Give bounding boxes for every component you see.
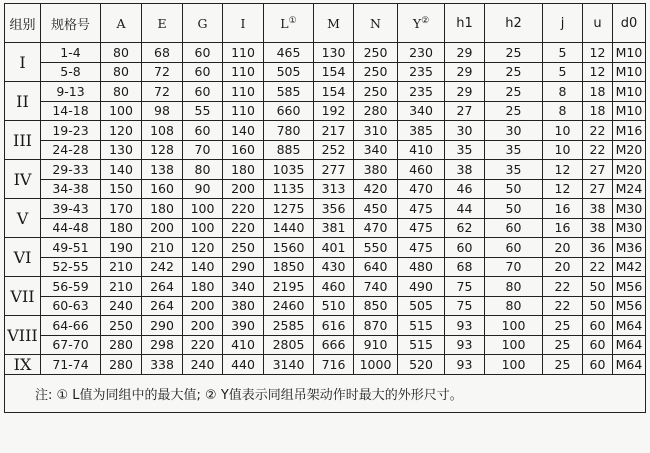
value-cell-A: 140: [101, 160, 142, 180]
model-cell: 9-13: [41, 82, 101, 102]
header-N: N: [354, 4, 398, 43]
value-cell-d0: M30: [613, 218, 646, 238]
value-cell-I: 160: [223, 140, 264, 160]
value-cell-d0: M10: [613, 62, 646, 82]
group-label: IV: [5, 160, 41, 199]
value-cell-h2: 70: [485, 257, 543, 277]
value-cell-I: 140: [223, 121, 264, 141]
value-cell-N: 310: [354, 121, 398, 141]
value-cell-A: 170: [101, 199, 142, 219]
value-cell-N: 740: [354, 277, 398, 297]
value-cell-I: 340: [223, 277, 264, 297]
value-cell-h2: 25: [485, 82, 543, 102]
value-cell-I: 410: [223, 335, 264, 355]
value-cell-L: 780: [264, 121, 314, 141]
value-cell-A: 130: [101, 140, 142, 160]
value-cell-h1: 68: [445, 257, 485, 277]
model-cell: 24-28: [41, 140, 101, 160]
value-cell-G: 200: [183, 316, 223, 336]
value-cell-h1: 46: [445, 179, 485, 199]
table-row: [5, 82, 646, 102]
value-cell-L: 1035: [264, 160, 314, 180]
value-cell-M: 277: [314, 160, 354, 180]
value-cell-Y: 475: [398, 218, 445, 238]
table-row: [5, 199, 646, 219]
table-row: [5, 101, 646, 121]
value-cell-A: 210: [101, 257, 142, 277]
footnote-marker-2: ②: [421, 15, 430, 26]
value-cell-u: 36: [583, 238, 613, 258]
value-cell-u: 50: [583, 296, 613, 316]
value-cell-L: 2805: [264, 335, 314, 355]
table-row: [5, 257, 646, 277]
value-cell-N: 550: [354, 238, 398, 258]
value-cell-h1: 38: [445, 160, 485, 180]
value-cell-u: 18: [583, 82, 613, 102]
value-cell-G: 180: [183, 277, 223, 297]
value-cell-A: 150: [101, 179, 142, 199]
table-row: [5, 140, 646, 160]
table-row: [5, 43, 646, 63]
value-cell-E: 200: [142, 218, 183, 238]
value-cell-d0: M10: [613, 82, 646, 102]
value-cell-Y: 490: [398, 277, 445, 297]
value-cell-G: 240: [183, 355, 223, 375]
value-cell-A: 120: [101, 121, 142, 141]
model-cell: 14-18: [41, 101, 101, 121]
value-cell-I: 290: [223, 257, 264, 277]
value-cell-h2: 100: [485, 335, 543, 355]
footnote-text: 注: ① L值为同组中的最大值; ② Y值表示同组吊架动作时最大的外形尺寸。: [5, 375, 646, 413]
value-cell-h1: 29: [445, 62, 485, 82]
value-cell-E: 180: [142, 199, 183, 219]
value-cell-M: 430: [314, 257, 354, 277]
value-cell-E: 242: [142, 257, 183, 277]
value-cell-Y: 515: [398, 316, 445, 336]
table-row: [5, 62, 646, 82]
header-u: u: [583, 4, 613, 43]
header-h2: h2: [485, 4, 543, 43]
value-cell-E: 210: [142, 238, 183, 258]
value-cell-h2: 60: [485, 238, 543, 258]
value-cell-Y: 515: [398, 335, 445, 355]
value-cell-Y: 475: [398, 199, 445, 219]
value-cell-N: 250: [354, 82, 398, 102]
model-cell: 39-43: [41, 199, 101, 219]
value-cell-E: 108: [142, 121, 183, 141]
model-cell: 64-66: [41, 316, 101, 336]
header-I: I: [223, 4, 264, 43]
value-cell-N: 450: [354, 199, 398, 219]
table-row: [5, 335, 646, 355]
value-cell-u: 60: [583, 335, 613, 355]
value-cell-j: 8: [543, 101, 583, 121]
value-cell-u: 27: [583, 179, 613, 199]
value-cell-M: 192: [314, 101, 354, 121]
value-cell-d0: M10: [613, 43, 646, 63]
value-cell-E: 98: [142, 101, 183, 121]
value-cell-j: 25: [543, 316, 583, 336]
value-cell-u: 60: [583, 316, 613, 336]
header-d0: d0: [613, 4, 646, 43]
value-cell-h2: 80: [485, 296, 543, 316]
value-cell-h1: 93: [445, 355, 485, 375]
value-cell-h2: 60: [485, 218, 543, 238]
value-cell-h2: 50: [485, 179, 543, 199]
value-cell-M: 381: [314, 218, 354, 238]
value-cell-u: 22: [583, 257, 613, 277]
value-cell-I: 180: [223, 160, 264, 180]
header-group: 组别: [5, 4, 41, 43]
value-cell-M: 313: [314, 179, 354, 199]
table-row: [5, 296, 646, 316]
value-cell-h1: 29: [445, 82, 485, 102]
value-cell-h2: 100: [485, 316, 543, 336]
value-cell-h2: 50: [485, 199, 543, 219]
value-cell-u: 50: [583, 277, 613, 297]
value-cell-j: 25: [543, 355, 583, 375]
value-cell-h1: 75: [445, 277, 485, 297]
value-cell-j: 22: [543, 296, 583, 316]
value-cell-d0: M36: [613, 238, 646, 258]
value-cell-M: 666: [314, 335, 354, 355]
value-cell-A: 100: [101, 101, 142, 121]
model-cell: 29-33: [41, 160, 101, 180]
model-cell: 44-48: [41, 218, 101, 238]
value-cell-u: 12: [583, 62, 613, 82]
header-A: A: [101, 4, 142, 43]
value-cell-E: 264: [142, 296, 183, 316]
value-cell-I: 200: [223, 179, 264, 199]
value-cell-I: 440: [223, 355, 264, 375]
value-cell-u: 38: [583, 199, 613, 219]
value-cell-u: 38: [583, 218, 613, 238]
value-cell-L: 1850: [264, 257, 314, 277]
value-cell-N: 640: [354, 257, 398, 277]
value-cell-A: 280: [101, 355, 142, 375]
value-cell-h2: 80: [485, 277, 543, 297]
table-body: [5, 43, 646, 375]
header-G: G: [183, 4, 223, 43]
value-cell-N: 910: [354, 335, 398, 355]
value-cell-N: 850: [354, 296, 398, 316]
value-cell-G: 60: [183, 62, 223, 82]
value-cell-I: 220: [223, 218, 264, 238]
value-cell-A: 80: [101, 62, 142, 82]
group-label: IX: [5, 355, 41, 375]
model-cell: 52-55: [41, 257, 101, 277]
value-cell-I: 110: [223, 43, 264, 63]
value-cell-Y: 470: [398, 179, 445, 199]
value-cell-L: 660: [264, 101, 314, 121]
value-cell-h1: 62: [445, 218, 485, 238]
value-cell-L: 505: [264, 62, 314, 82]
value-cell-h2: 25: [485, 101, 543, 121]
group-label: VIII: [5, 316, 41, 355]
value-cell-Y: 410: [398, 140, 445, 160]
value-cell-j: 5: [543, 43, 583, 63]
value-cell-M: 401: [314, 238, 354, 258]
value-cell-I: 250: [223, 238, 264, 258]
group-label: III: [5, 121, 41, 160]
value-cell-d0: M20: [613, 140, 646, 160]
value-cell-N: 250: [354, 43, 398, 63]
value-cell-d0: M64: [613, 355, 646, 375]
value-cell-j: 20: [543, 257, 583, 277]
model-cell: 34-38: [41, 179, 101, 199]
header-row: [5, 4, 646, 43]
table-row: [5, 238, 646, 258]
value-cell-h1: 44: [445, 199, 485, 219]
value-cell-u: 27: [583, 160, 613, 180]
value-cell-h1: 30: [445, 121, 485, 141]
value-cell-A: 80: [101, 82, 142, 102]
value-cell-L: 1440: [264, 218, 314, 238]
model-cell: 49-51: [41, 238, 101, 258]
value-cell-N: 1000: [354, 355, 398, 375]
value-cell-E: 290: [142, 316, 183, 336]
value-cell-E: 264: [142, 277, 183, 297]
value-cell-I: 390: [223, 316, 264, 336]
value-cell-Y: 235: [398, 82, 445, 102]
value-cell-j: 20: [543, 238, 583, 258]
value-cell-j: 10: [543, 140, 583, 160]
value-cell-L: 885: [264, 140, 314, 160]
value-cell-d0: M20: [613, 160, 646, 180]
value-cell-M: 154: [314, 62, 354, 82]
value-cell-L: 2585: [264, 316, 314, 336]
value-cell-G: 200: [183, 296, 223, 316]
value-cell-L: 585: [264, 82, 314, 102]
value-cell-M: 460: [314, 277, 354, 297]
value-cell-d0: M24: [613, 179, 646, 199]
note-row: [5, 375, 646, 413]
value-cell-Y: 340: [398, 101, 445, 121]
value-cell-d0: M10: [613, 101, 646, 121]
value-cell-j: 25: [543, 335, 583, 355]
value-cell-I: 380: [223, 296, 264, 316]
header-E: E: [142, 4, 183, 43]
header-M: M: [314, 4, 354, 43]
value-cell-j: 5: [543, 62, 583, 82]
value-cell-u: 12: [583, 43, 613, 63]
header-j: j: [543, 4, 583, 43]
value-cell-d0: M56: [613, 296, 646, 316]
model-cell: 19-23: [41, 121, 101, 141]
value-cell-E: 160: [142, 179, 183, 199]
value-cell-M: 154: [314, 82, 354, 102]
value-cell-j: 12: [543, 160, 583, 180]
value-cell-A: 210: [101, 277, 142, 297]
value-cell-j: 22: [543, 277, 583, 297]
value-cell-G: 90: [183, 179, 223, 199]
value-cell-Y: 230: [398, 43, 445, 63]
table-row: [5, 355, 646, 375]
table-row: [5, 121, 646, 141]
group-label: V: [5, 199, 41, 238]
value-cell-E: 72: [142, 62, 183, 82]
value-cell-G: 100: [183, 218, 223, 238]
value-cell-N: 340: [354, 140, 398, 160]
value-cell-j: 12: [543, 179, 583, 199]
value-cell-A: 240: [101, 296, 142, 316]
value-cell-G: 80: [183, 160, 223, 180]
value-cell-M: 130: [314, 43, 354, 63]
model-cell: 60-63: [41, 296, 101, 316]
header-h1: h1: [445, 4, 485, 43]
value-cell-N: 250: [354, 62, 398, 82]
value-cell-G: 60: [183, 43, 223, 63]
model-cell: 5-8: [41, 62, 101, 82]
value-cell-h1: 75: [445, 296, 485, 316]
value-cell-N: 420: [354, 179, 398, 199]
model-cell: 71-74: [41, 355, 101, 375]
group-label: VI: [5, 238, 41, 277]
value-cell-E: 72: [142, 82, 183, 102]
value-cell-h1: 93: [445, 335, 485, 355]
value-cell-u: 60: [583, 355, 613, 375]
value-cell-I: 110: [223, 82, 264, 102]
group-label: II: [5, 82, 41, 121]
value-cell-I: 110: [223, 101, 264, 121]
value-cell-N: 470: [354, 218, 398, 238]
value-cell-A: 180: [101, 218, 142, 238]
value-cell-L: 3140: [264, 355, 314, 375]
value-cell-h2: 30: [485, 121, 543, 141]
value-cell-d0: M16: [613, 121, 646, 141]
value-cell-Y: 460: [398, 160, 445, 180]
value-cell-u: 22: [583, 121, 613, 141]
value-cell-d0: M56: [613, 277, 646, 297]
group-label: I: [5, 43, 41, 82]
value-cell-j: 8: [543, 82, 583, 102]
value-cell-M: 716: [314, 355, 354, 375]
header-Y: Y②: [398, 4, 445, 43]
value-cell-A: 280: [101, 335, 142, 355]
header-model: 规格号: [41, 4, 101, 43]
value-cell-u: 18: [583, 101, 613, 121]
value-cell-L: 465: [264, 43, 314, 63]
value-cell-Y: 475: [398, 238, 445, 258]
value-cell-N: 870: [354, 316, 398, 336]
table-row: [5, 277, 646, 297]
table-row: [5, 316, 646, 336]
value-cell-E: 138: [142, 160, 183, 180]
value-cell-G: 220: [183, 335, 223, 355]
value-cell-G: 55: [183, 101, 223, 121]
value-cell-L: 1560: [264, 238, 314, 258]
value-cell-d0: M42: [613, 257, 646, 277]
model-cell: 56-59: [41, 277, 101, 297]
header-L: L①: [264, 4, 314, 43]
value-cell-G: 100: [183, 199, 223, 219]
value-cell-L: 2460: [264, 296, 314, 316]
value-cell-E: 298: [142, 335, 183, 355]
value-cell-G: 140: [183, 257, 223, 277]
value-cell-Y: 505: [398, 296, 445, 316]
value-cell-A: 190: [101, 238, 142, 258]
footnote-marker-1: ①: [288, 15, 297, 26]
value-cell-E: 338: [142, 355, 183, 375]
value-cell-h2: 35: [485, 160, 543, 180]
value-cell-M: 217: [314, 121, 354, 141]
table-row: [5, 179, 646, 199]
value-cell-Y: 235: [398, 62, 445, 82]
model-cell: 67-70: [41, 335, 101, 355]
value-cell-I: 220: [223, 199, 264, 219]
value-cell-I: 110: [223, 62, 264, 82]
value-cell-Y: 520: [398, 355, 445, 375]
value-cell-L: 1275: [264, 199, 314, 219]
model-cell: 1-4: [41, 43, 101, 63]
value-cell-Y: 480: [398, 257, 445, 277]
value-cell-h1: 60: [445, 238, 485, 258]
table-row: [5, 218, 646, 238]
value-cell-M: 616: [314, 316, 354, 336]
value-cell-h1: 93: [445, 316, 485, 336]
table-row: [5, 160, 646, 180]
value-cell-h1: 29: [445, 43, 485, 63]
value-cell-h2: 25: [485, 43, 543, 63]
value-cell-E: 128: [142, 140, 183, 160]
value-cell-M: 356: [314, 199, 354, 219]
value-cell-L: 1135: [264, 179, 314, 199]
value-cell-d0: M64: [613, 335, 646, 355]
value-cell-h2: 100: [485, 355, 543, 375]
value-cell-h2: 25: [485, 62, 543, 82]
value-cell-h2: 35: [485, 140, 543, 160]
group-label: VII: [5, 277, 41, 316]
value-cell-j: 10: [543, 121, 583, 141]
value-cell-G: 70: [183, 140, 223, 160]
value-cell-h1: 27: [445, 101, 485, 121]
value-cell-j: 16: [543, 218, 583, 238]
value-cell-M: 510: [314, 296, 354, 316]
value-cell-u: 22: [583, 140, 613, 160]
value-cell-G: 60: [183, 121, 223, 141]
value-cell-N: 380: [354, 160, 398, 180]
spec-table: [4, 3, 646, 413]
value-cell-G: 120: [183, 238, 223, 258]
value-cell-h1: 35: [445, 140, 485, 160]
value-cell-j: 16: [543, 199, 583, 219]
value-cell-G: 60: [183, 82, 223, 102]
value-cell-N: 280: [354, 101, 398, 121]
value-cell-L: 2195: [264, 277, 314, 297]
value-cell-A: 80: [101, 43, 142, 63]
value-cell-A: 250: [101, 316, 142, 336]
value-cell-M: 252: [314, 140, 354, 160]
value-cell-d0: M30: [613, 199, 646, 219]
value-cell-Y: 385: [398, 121, 445, 141]
value-cell-d0: M64: [613, 316, 646, 336]
value-cell-E: 68: [142, 43, 183, 63]
